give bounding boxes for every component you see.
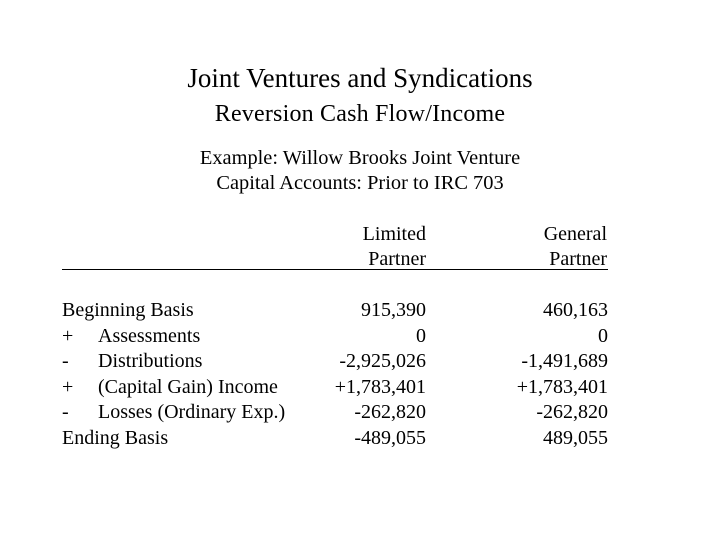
general-partner-header-line2: Partner (549, 248, 607, 270)
general-partner-value: 0 (598, 324, 608, 347)
row-label: Assessments (98, 324, 201, 347)
slide-title: Joint Ventures and Syndications (187, 63, 533, 93)
general-partner-header-line1: General (543, 223, 607, 245)
table-row (62, 298, 608, 324)
header-divider (62, 269, 608, 270)
row-sign: - (62, 401, 69, 423)
limited-partner-value: -2,925,026 (339, 350, 426, 372)
capital-accounts-table (62, 298, 608, 451)
general-partner-value: +1,783,401 (516, 375, 608, 398)
table-row (62, 375, 608, 401)
capital-accounts-heading: Capital Accounts: Prior to IRC 703 (216, 172, 504, 194)
limited-partner-value: 915,390 (361, 299, 426, 321)
row-label: Ending Basis (62, 426, 169, 449)
limited-partner-value: -262,820 (354, 401, 426, 423)
general-partner-value: 489,055 (543, 426, 608, 449)
row-sign: + (62, 324, 74, 347)
example-heading: Example: Willow Brooks Joint Venture (199, 147, 521, 169)
limited-partner-header-line1: Limited (362, 223, 426, 245)
table-row (62, 400, 608, 426)
row-label: Distributions (98, 350, 203, 372)
row-label: (Capital Gain) Income (98, 375, 278, 398)
general-partner-value: 460,163 (543, 299, 608, 321)
limited-partner-value: -489,055 (354, 426, 426, 449)
limited-partner-header-line2: Partner (368, 248, 426, 270)
table-row (62, 349, 608, 375)
table-row (62, 426, 608, 452)
row-label: Beginning Basis (62, 299, 194, 321)
row-sign: + (62, 375, 74, 398)
slide-subtitle: Reversion Cash Flow/Income (214, 101, 506, 127)
row-label: Losses (Ordinary Exp.) (98, 401, 286, 423)
limited-partner-value: 0 (416, 324, 426, 347)
table-row (62, 324, 608, 350)
row-sign: - (62, 350, 69, 372)
general-partner-value: -262,820 (536, 401, 608, 423)
limited-partner-value: +1,783,401 (334, 375, 426, 398)
general-partner-value: -1,491,689 (521, 350, 608, 372)
